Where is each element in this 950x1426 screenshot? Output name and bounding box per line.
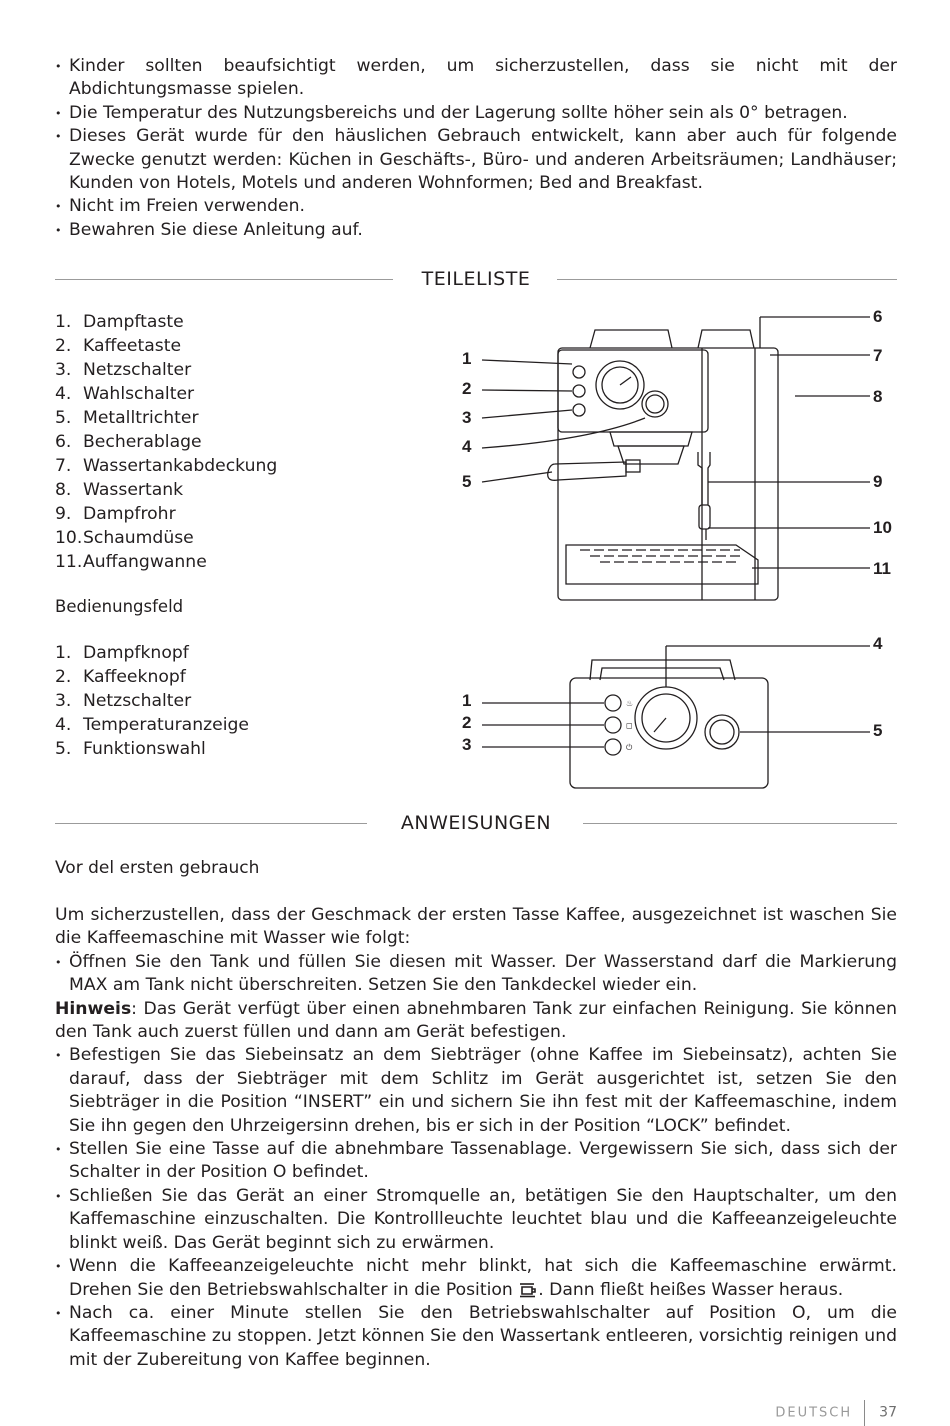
steam-button-shape: [573, 366, 585, 378]
list-item: 3. Netzschalter: [55, 360, 192, 380]
instructions-note: [55, 998, 897, 1045]
parts-section-title: TEILELISTE: [421, 268, 531, 290]
panel-subtitle: Bedienungsfeld: [55, 597, 184, 616]
page-footer: [775, 1400, 897, 1426]
intro-bullet: • Dieses Gerät wurde für den häuslichen Gebrauch entwickelt, kann aber auch für folgende Zwecke genutzt werden: Küchen in Geschäfts-, Büro- und anderen Arbeitsräumen; Landhäuser; Kunden von Hotels, Motels und anderen Wohnformen; Bed and Breakfast.: [55, 125, 897, 195]
panel-steam-button: [605, 695, 621, 711]
callout-5: 5: [462, 472, 472, 491]
panel-callout-1: 1: [462, 691, 472, 710]
panel-callout-3: 3: [462, 735, 472, 754]
intro-bullet: • Die Temperatur des Nutzungsbereichs und der Lagerung sollte höher sein als 0° betragen.: [55, 102, 897, 125]
divider-right: [583, 823, 897, 824]
list-item: 2. Kaffeetaste: [55, 336, 182, 356]
divider-right: [557, 279, 897, 280]
svg-text:◻: ◻: [626, 721, 633, 730]
callout-9: 9: [873, 472, 883, 491]
page-number: 37: [879, 1404, 897, 1421]
callout-11: 11: [873, 559, 891, 578]
instruction-bullet: • Befestigen Sie das Siebeinsatz an dem Siebträger (ohne Kaffee im Siebeinsatz), achten Sie darauf, dass der Siebträger mit dem Schlitz im Gerät ausgerichtet ist, setzen Sie den Siebträger in die Position “INSERT” ein und sichern Sie ihn fest mit der Kaffeemaschine, indem Sie ihn gegen den Uhrzeigersinn drehen, bis er sich in der Position “LOCK” befindet.: [55, 1044, 897, 1138]
note-text: : Das Gerät verfügt über einen abnehmbaren Tank zur einfachen Reinigung. Sie können den Tank auch zuerst füllen und dann am Gerät befestigen.: [55, 998, 897, 1043]
cup-rail-right: [698, 330, 754, 348]
drip-tray-shape: [566, 545, 758, 584]
list-item: 3. Netzschalter: [55, 691, 192, 711]
list-item: 4. Wahlschalter: [55, 384, 195, 404]
instructions-body: [55, 904, 897, 1372]
intro-bullet: • Bewahren Sie diese Anleitung auf.: [55, 219, 897, 242]
svg-text:⏻: ⏻: [626, 743, 633, 752]
list-item: 6. Becherablage: [55, 432, 202, 452]
instructions-section-header: [55, 812, 897, 836]
svg-text:♨: ♨: [626, 699, 634, 708]
panel-list: [55, 641, 249, 761]
list-item: 2. Kaffeeknopf: [55, 667, 186, 687]
footer-separator: [864, 1400, 865, 1426]
instructions-subheading: Vor del ersten gebrauch: [55, 858, 260, 878]
panel-callout-4: 4: [873, 634, 883, 653]
instruction-bullet: • Stellen Sie eine Tasse auf die abnehmbare Tassenablage. Vergewissern Sie sich, dass sich der Schalter in der Position O befindet.: [55, 1138, 897, 1185]
panel-callout-2: 2: [462, 713, 472, 732]
list-item: 7. Wassertankabdeckung: [55, 456, 278, 476]
callout-10: 10: [873, 518, 892, 537]
callout-3: 3: [462, 408, 472, 427]
list-item: 1. Dampfknopf: [55, 643, 189, 663]
callout-1: 1: [462, 349, 472, 368]
list-item: 1. Dampftaste: [55, 312, 184, 332]
instruction-bullet: • Wenn die Kaffeeanzeigeleuchte nicht mehr blinkt, hat sich die Kaffeemaschine erwärmt. Drehen Sie den Betriebswahlschalter in die Position . Dann fließt heißes Wasser heraus.: [55, 1255, 897, 1302]
parts-section-header: [55, 268, 897, 292]
instruction-bullet: • Nach ca. einer Minute stellen Sie den Betriebswahlschalter auf Position O, um die Kaffeemaschine zu stoppen. Jetzt können Sie den Wassertank entleeren, vorsichtig reinigen und mit der Zubereitung von Kaffee beginnen.: [55, 1302, 897, 1372]
footer-language: DEUTSCH: [775, 1405, 853, 1421]
list-item: 5. Metalltrichter: [55, 408, 199, 428]
instruction-bullet: • Öffnen Sie den Tank und füllen Sie diesen mit Wasser. Der Wasserstand darf die Markierung MAX am Tank nicht überschreiten. Setzen Sie den Tankdeckel wieder ein.: [55, 951, 897, 998]
list-item: 4. Temperaturanzeige: [55, 715, 249, 735]
instruction-bullet: • Schließen Sie das Gerät an einer Stromquelle an, betätigen Sie den Hauptschalter, um den Kaffemaschine einzuschalten. Die Kontrollleuchte leuchtet blau und die Kaffeeanzeigeleuchte blinkt weiß. Das Gerät beginnt sich zu erwärmen.: [55, 1185, 897, 1255]
list-item: 5. Funktionswahl: [55, 739, 206, 759]
callout-4: 4: [462, 437, 472, 456]
espresso-machine-diagram: [440, 300, 910, 620]
parts-list: [55, 310, 277, 574]
callout-2: 2: [462, 379, 472, 398]
callout-8: 8: [873, 387, 883, 406]
intro-bullet: • Kinder sollten beaufsichtigt werden, um sicherzustellen, dass sie nicht mit der Abdichtungsmasse spielen.: [55, 55, 897, 102]
panel-callout-5: 5: [873, 721, 883, 740]
portafilter-shape: [548, 462, 626, 480]
control-panel-diagram: [440, 640, 910, 800]
instructions-intro: Um sicherzustellen, dass der Geschmack der ersten Tasse Kaffee, ausgezeichnet ist waschen Sie die Kaffeemaschine mit Wasser wie folgt:: [55, 905, 897, 949]
list-item: 8. Wassertank: [55, 480, 184, 500]
note-label: Hinweis: [55, 998, 132, 1019]
list-item: 10.Schaumdüse: [55, 528, 194, 548]
coffee-cup-icon: [518, 1282, 538, 1298]
callout-6: 6: [873, 307, 883, 326]
instructions-section-title: ANWEISUNGEN: [400, 812, 552, 834]
list-item: 11.Auffangwanne: [55, 552, 207, 572]
list-item: 9. Dampfrohr: [55, 504, 176, 524]
cup-rail-left: [590, 330, 672, 348]
intro-bullets: [55, 55, 897, 242]
intro-bullet: • Nicht im Freien verwenden.: [55, 195, 897, 218]
machine-body: [558, 348, 778, 600]
callout-7: 7: [873, 346, 883, 365]
